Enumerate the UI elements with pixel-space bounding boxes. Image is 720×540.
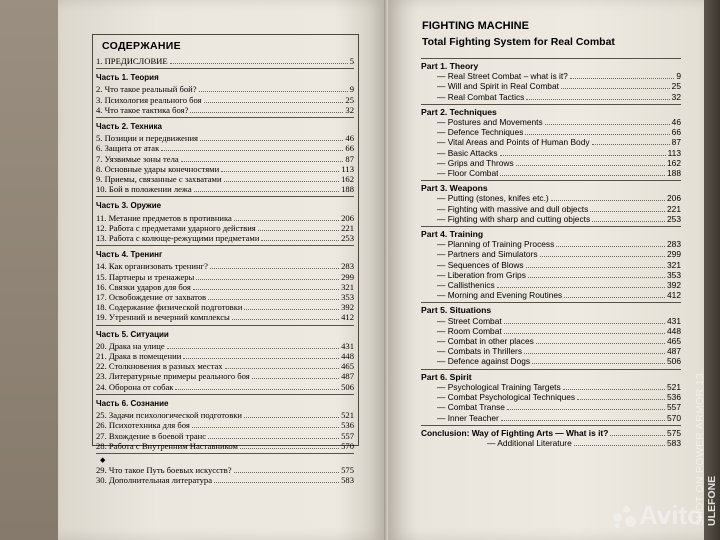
leader-dots [501,420,665,421]
separator-line [421,302,681,303]
toc-page: 521 [341,410,354,421]
toc-row [96,84,354,94]
leader-dots [252,378,339,379]
toc-row [421,413,681,423]
section-heading: Часть 2. Техника [96,122,162,132]
separator-line [421,369,681,370]
book-gutter [384,0,388,540]
leader-dots [196,279,339,280]
leader-dots [214,482,339,483]
toc-row [96,420,354,430]
leader-dots [161,150,343,151]
part-heading: Part 3. Weapons [421,183,488,194]
toc-page: 321 [341,281,354,292]
toc-row [421,214,681,224]
toc-label: — Callisthenics [437,280,495,291]
toc-row [96,312,354,322]
leader-dots [610,435,665,436]
leader-dots [224,181,340,182]
toc-label: 1. ПРЕДИСЛОВИЕ [96,56,168,66]
leader-dots [564,297,665,298]
toc-row [421,392,681,402]
toc-row [421,158,681,168]
toc-label: 27. Вхождение в боевой транс [96,430,207,441]
leader-dots [190,112,343,113]
toc-label: 6. Защита от атак [96,143,160,154]
leader-dots [210,268,339,269]
toc-label: 11. Метание предметов в противника [96,212,232,223]
toc-page: 25 [671,81,681,92]
toc-row [96,184,354,194]
toc-row [421,382,681,392]
separator-line [96,394,354,395]
toc-row [96,223,354,233]
leader-dots [590,211,665,212]
toc-row [421,137,681,147]
leader-dots [193,289,339,290]
leader-dots [208,438,339,439]
toc-row [421,148,681,158]
toc-row [96,475,354,485]
part-heading: Part 6. Spirit [421,371,472,382]
avito-dots-icon [612,504,636,528]
toc-row [421,356,681,366]
toc-page: 431 [667,315,681,326]
watermark-text: SHOT ON POWER ARMOR 13 [694,373,706,526]
toc-page: 487 [341,371,354,382]
leader-dots [516,165,665,166]
toc-page: 570 [667,412,681,423]
part-heading: Part 2. Techniques [421,106,497,117]
toc-label: 10. Бой в положении лежа [96,184,192,195]
toc-row [96,143,354,153]
toc-page: 188 [667,168,681,179]
toc-label: 13. Работа с колюще-режущими предметами [96,233,260,244]
toc-row-preface [96,56,354,66]
toc-label: 23. Литературные примеры реального боя [96,371,250,382]
toc-row [96,174,354,184]
leader-dots [500,155,666,156]
leader-dots [244,417,339,418]
avito-wordmark: Avito [639,500,704,530]
toc-label: — Will and Spirit in Real Combat [437,81,559,92]
toc-label: — Partners and Simulators [437,249,538,260]
toc-label: 7. Уязвимые зоны тела [96,153,179,164]
toc-label: 29. Что такое Путь боевых искусств? [96,465,232,476]
toc-page: 321 [667,259,681,270]
leader-dots [570,78,675,79]
toc-page: 162 [667,157,681,168]
toc-label: 16. Связки ударов для боя [96,281,191,292]
leader-dots [199,91,348,92]
toc-row [421,193,681,203]
toc-page: 570 [341,440,354,451]
leader-dots [234,220,339,221]
leader-dots [528,277,665,278]
toc-label: 17. Освобождение от захватов [96,292,207,303]
leader-dots [208,299,339,300]
toc-row [96,351,354,361]
toc-label: — Combat Transe [437,402,505,413]
section-heading: Часть 6. Сознание [96,398,169,408]
toc-label: — Real Street Combat – what is it? [437,71,568,82]
toc-row-conclusion [421,428,681,438]
toc-label: 8. Основные удары конечностями [96,163,220,174]
toc-row [96,431,354,441]
leader-dots [574,445,665,446]
toc-row [421,81,681,91]
toc-label: — Basic Attacks [437,147,498,158]
toc-label: — Real Combat Tactics [437,91,525,102]
book-cover-edge [704,0,720,540]
toc-page: 412 [667,290,681,301]
leader-dots [592,221,665,222]
toc-label: 26. Психотехника для боя [96,420,190,431]
toc-row [96,164,354,174]
leader-dots [244,309,339,310]
toc-label: — Planning of Training Process [437,239,555,250]
separator-line [421,58,681,59]
leader-dots [563,389,665,390]
toc-label: 30. Дополнительная литература [96,475,213,486]
leader-dots [536,343,665,344]
toc-page: 25 [345,94,354,105]
leader-dots [192,427,339,428]
toc-page: 162 [341,174,354,185]
leader-dots [524,353,665,354]
leader-dots [170,63,348,64]
leader-dots [592,144,670,145]
toc-label: — Putting (stones, knifes etc.) [437,193,549,204]
toc-page: 66 [345,143,354,154]
toc-row-additional [421,438,681,448]
leader-dots [204,102,344,103]
separator-line [96,453,354,454]
toc-label: 21. Драка в помещении [96,351,182,362]
toc-row [96,233,354,243]
toc-label: — Combat in other places [437,336,534,347]
leader-dots [561,88,670,89]
toc-label: — Defence Techniques [437,127,524,138]
toc-label: 12. Работа с предметами ударного действия [96,222,256,233]
separator-line [96,196,354,197]
toc-page: 575 [667,427,681,438]
part-heading: Part 5. Situations [421,305,492,316]
leader-dots [526,99,669,100]
toc-row [421,204,681,214]
toc-row [96,95,354,105]
toc-page: 392 [341,302,354,313]
toc-page: 536 [667,392,681,403]
toc-page: 465 [667,336,681,347]
toc-row [96,341,354,351]
toc-page: 32 [671,91,681,102]
toc-label: — Additional Literature [487,437,572,448]
section-heading: Часть 5. Ситуации [96,329,169,339]
toc-label: — Room Combat [437,325,502,336]
toc-row [96,261,354,271]
leader-dots [194,191,339,192]
toc-page: 283 [667,239,681,250]
toc-row [421,249,681,259]
leader-dots [526,267,665,268]
book-subtitle: Total Fighting System for Real Combat [422,36,615,48]
separator-line [421,226,681,227]
toc-label: 24. Оборона от собак [96,381,174,392]
leader-dots [500,175,665,176]
toc-row [96,133,354,143]
toc-row [96,154,354,164]
toc-row [96,441,354,451]
leader-dots [175,389,339,390]
toc-page: 9 [676,71,681,82]
toc-label: — Combat Psychological Techniques [437,392,576,403]
toc-page: 66 [671,127,681,138]
leader-dots [258,230,339,231]
toc-label: 28. Работа с Внутренним Наставником [96,440,238,451]
contents-list-english [421,56,681,448]
leader-dots [240,448,339,449]
toc-label: — Psychological Training Targets [437,381,561,392]
toc-label: 5. Позиции и передвижения [96,133,199,144]
toc-page: 253 [341,233,354,244]
toc-page: 9 [349,84,354,95]
toc-page: 353 [667,269,681,280]
leader-dots [504,333,665,334]
leader-dots [556,246,665,247]
toc-label: 2. Что такое реальный бой? [96,84,197,95]
toc-page: 506 [341,381,354,392]
toc-row [421,316,681,326]
watermark-brand: ULEFONE [706,475,718,526]
toc-row [421,326,681,336]
toc-row [96,105,354,115]
part-heading: Part 4. Training [421,229,484,240]
toc-label: Conclusion: Way of Fighting Arts — What is it? [421,427,609,438]
toc-page: 46 [671,117,681,128]
toc-row [421,127,681,137]
toc-label: — Fighting with massive and dull objects [437,203,589,214]
section-heading: Часть 1. Теория [96,73,159,83]
toc-row [421,92,681,102]
toc-page: 283 [341,261,354,272]
leader-dots [261,240,339,241]
leader-dots [525,134,669,135]
toc-row [421,280,681,290]
toc-label: 18. Содержание физической подготовки [96,302,243,313]
toc-row [96,361,354,371]
toc-page: 253 [667,213,681,224]
toc-row [421,290,681,300]
toc-label: — Liberation from Grips [437,269,526,280]
toc-label: — Fighting with sharp and cutting objects [437,213,591,224]
leader-dots [540,256,665,257]
part-heading: Part 1. Theory [421,61,479,71]
leader-dots [181,161,344,162]
toc-label: 4. Что такое тактика боя? [96,104,189,115]
toc-page: 448 [341,351,354,362]
toc-page: 221 [667,203,681,214]
avito-logo [612,500,703,531]
toc-label: — Sequences of Blows [437,259,524,270]
toc-page: 87 [345,153,354,164]
leader-dots [497,287,665,288]
toc-label: 14. Как организовать тренинг? [96,261,208,272]
separator-line [96,325,354,326]
toc-page: 448 [667,325,681,336]
toc-page: 299 [341,271,354,282]
section-heading: Часть 3. Оружие [96,201,162,211]
toc-label: — Vital Areas and Points of Human Body [437,137,590,148]
toc-page: 87 [671,137,681,148]
separator-line [96,117,354,118]
leader-dots [232,319,339,320]
toc-label: 19. Утренний и вечерний комплексы [96,312,230,323]
separator-line [421,425,681,426]
toc-row [421,270,681,280]
leader-dots [577,399,665,400]
leader-dots [221,171,339,172]
contents-title: СОДЕРЖАНИЕ [102,40,181,52]
toc-row [96,465,354,475]
toc-page: 46 [345,133,354,144]
toc-row [421,168,681,178]
toc-page: 521 [667,381,681,392]
leader-dots [167,348,339,349]
contents-list-russian [96,55,354,486]
toc-row [96,302,354,312]
leader-dots [200,140,343,141]
toc-row [96,410,354,420]
toc-label: 15. Партнеры и тренажеры [96,271,195,282]
toc-row [421,260,681,270]
toc-row [96,213,354,223]
toc-page: 412 [341,312,354,323]
section-heading: Часть 4. Тренинг [96,250,163,260]
separator-line [421,104,681,105]
leader-dots [551,200,665,201]
toc-page: 392 [667,280,681,291]
toc-page: 431 [341,340,354,351]
toc-row [421,239,681,249]
toc-page: 557 [667,402,681,413]
toc-label: — Postures and Movements [437,117,543,128]
toc-row [96,371,354,381]
toc-label: — Defence against Dogs [437,356,531,367]
book-title: FIGHTING MACHINE [422,20,529,32]
toc-page: 583 [667,437,681,448]
toc-label: 9. Приемы, связанные с захватами [96,174,222,185]
toc-page: 536 [341,420,354,431]
toc-row [96,292,354,302]
toc-page: 575 [341,465,354,476]
leader-dots [504,323,665,324]
toc-row [96,282,354,292]
leader-dots [507,409,665,410]
toc-row [421,402,681,412]
leader-dots [545,124,670,125]
toc-page: 113 [667,147,681,158]
toc-label: 25. Задачи психологической подготовки [96,410,243,421]
toc-page: 583 [341,475,354,486]
toc-page: 557 [341,430,354,441]
diamond-bullet: ◆ [100,455,106,464]
toc-page: 206 [341,212,354,223]
toc-label: — Floor Combat [437,168,499,179]
toc-row [421,71,681,81]
toc-label: — Grips and Throws [437,157,514,168]
leader-dots [225,368,340,369]
toc-label: — Morning and Evening Routines [437,290,563,301]
leader-dots [234,472,340,473]
toc-page: 506 [667,356,681,367]
separator-line [96,68,354,69]
toc-page: 221 [341,222,354,233]
toc-page: 465 [341,361,354,372]
toc-page: 5 [349,56,354,66]
toc-row [421,117,681,127]
separator-line [96,245,354,246]
toc-label: 22. Столкновения в разных местах [96,361,223,372]
toc-label: — Combats in Thrillers [437,346,523,357]
toc-page: 487 [667,346,681,357]
toc-row [421,346,681,356]
toc-page: 113 [341,163,354,174]
toc-page: 299 [667,249,681,260]
toc-page: 32 [345,104,354,115]
toc-row [421,336,681,346]
toc-page: 188 [341,184,354,195]
toc-label: 20. Драка на улице [96,340,165,351]
toc-row [96,382,354,392]
toc-row [96,272,354,282]
toc-label: — Street Combat [437,315,502,326]
leader-dots [183,358,339,359]
toc-label: — Inner Teacher [437,412,499,423]
toc-page: 353 [341,292,354,303]
leader-dots [532,363,665,364]
toc-label: 3. Психология реального боя [96,94,202,105]
separator-line [421,180,681,181]
toc-page: 206 [667,193,681,204]
